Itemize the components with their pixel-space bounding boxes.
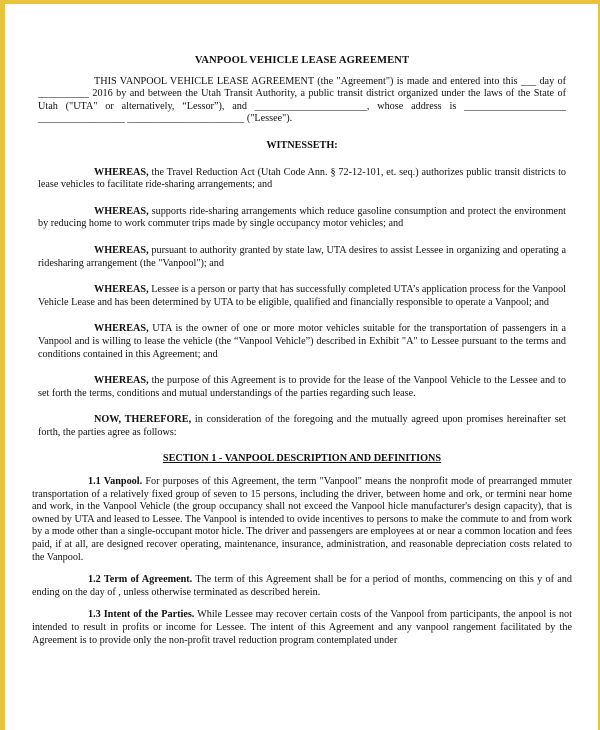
whereas-paragraph (38, 323, 566, 361)
whereas-paragraph (38, 206, 566, 231)
section-1-1-text: For purposes of this Agreement, the term "Vanpool" means the nonprofit mode of prearranged mmuter transportation of a relatively fixed group of seven to 15 persons, including the driver, between home and ork, or termini near home and work, in the Vanpool Vehicle (the group occupancy shall not exceed the Vanpool hicle manufacturer's design capacity), that is owned by UTA and leased to Lessee. The Vanpool is intended to ovide incentives to persons to make the commute to and from work by a mode other than a single-occupant motor hicle. The driver and passengers are employees at or near a common location and fees paid, if at all, are designed recover operating, maintenance, insurance, administration, and reasonable depreciation costs related to the Vanpool. (32, 476, 572, 563)
whereas-paragraph (38, 167, 566, 192)
whereas-label: WHEREAS, (94, 284, 149, 296)
section-1-heading: SECTION 1 - VANPOOL DESCRIPTION AND DEFINITIONS (162, 453, 442, 465)
whereas-text: the Travel Reduction Act (Utah Code Ann. § 72-12-101, et. seq.) authorizes public transit districts to lease vehicles to facilitate ride-sharing arrangements; and (38, 166, 566, 191)
whereas-paragraph (38, 375, 566, 400)
whereas-text: UTA is the owner of one or more motor vehicles suitable for the transportation of passengers in a Vanpool and is willing to lease the vehicle (the “Vanpool Vehicle”) described in Exhibit "A" to Lessee pursuant to the terms and conditions contained in this Agreement; and (38, 323, 567, 360)
whereas-text: the purpose of this Agreement is to provide for the lease of the Vanpool Vehicle to the Lessee and to set forth the terms, conditions and mutual understandings of the parties regarding such lease. (38, 375, 566, 399)
now-therefore-label: NOW, THEREFORE, (94, 414, 192, 426)
whereas-paragraph (38, 245, 566, 270)
section-1-2-label: 1.2 Term of Agreement. (88, 574, 193, 586)
whereas-label: WHEREAS, (94, 166, 149, 178)
document-body (32, 55, 572, 647)
whereas-paragraph (38, 284, 566, 309)
section-1-2 (32, 574, 572, 599)
whereas-label: WHEREAS, (94, 323, 149, 335)
whereas-text: supports ride-sharing arrangements which reduce gasoline consumption and protect the environment by reducing home to work commuter trips made by single occupancy motor vehicles; and (38, 205, 566, 230)
whereas-label: WHEREAS, (94, 244, 149, 256)
section-1-2-text: The term of this Agreement shall be for a period of months, commencing on this y of and ending on the day of , unless otherwise terminated as described herein. (32, 574, 572, 598)
whereas-text: pursuant to authority granted by state law, UTA desires to assist Lessee in organizing and operating a ridesharing arrangement (the "Vanpool"); and (38, 244, 567, 269)
section-1-1 (32, 476, 572, 564)
section-1-1-label: 1.1 Vanpool. (88, 476, 143, 488)
witnesseth-heading: WITNESSETH: (266, 139, 338, 151)
section-1-3-label: 1.3 Intent of the Parties. (88, 609, 195, 621)
now-therefore-paragraph (38, 414, 566, 439)
intro-paragraph: THIS VANPOOL VEHICLE LEASE AGREEMENT (the "Agreement") is made and entered into this ___ day of __________ 2016 by and between the Utah Transit Authority, a public transit district organized under the laws of the State of Utah ("UTA" or alternatively, “Lessor”), and ______________________, whose address is ____________________ _________________ _______________________ ("Lessee"). (38, 75, 566, 125)
now-therefore-text: in consideration of the foregoing and the mutually agreed upon promises hereinafter set forth, the parties agree as follows: (38, 414, 567, 438)
whereas-label: WHEREAS, (94, 205, 149, 217)
document-title: VANPOOL VEHICLE LEASE AGREEMENT (194, 55, 410, 66)
document-page (5, 4, 598, 730)
whereas-text: Lessee is a person or party that has successfully completed UTA’s application process for the Vanpool Vehicle Lease and has been determined by UTA to be eligible, qualified and financially responsible to operate a Vanpool; and (38, 284, 566, 308)
section-1-3-text: While Lessee may recover certain costs of the Vanpool from participants, the anpool is not intended to result in profits or income for Lessee. The intent of this Agreement and any vanpool rangement facilitated by the Agreement is to provide only the non-profit travel reduction program contemplated under (32, 609, 572, 646)
section-1-3 (32, 609, 572, 647)
whereas-label: WHEREAS, (94, 375, 149, 387)
